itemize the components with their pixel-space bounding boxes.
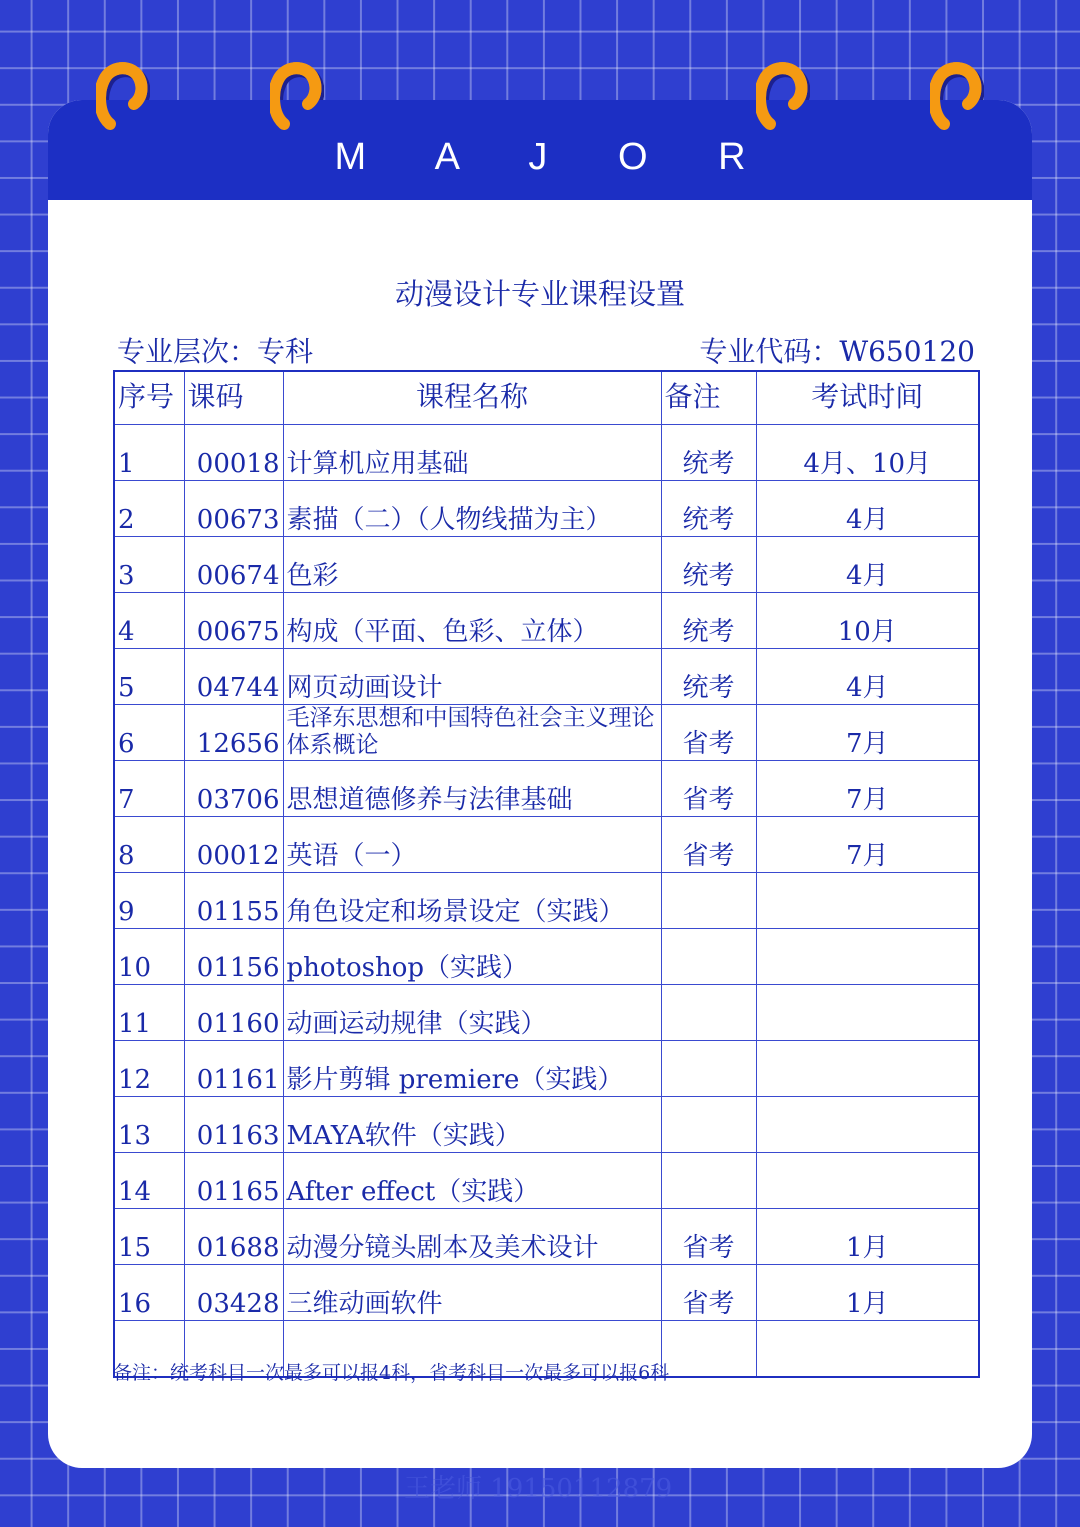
exam-time	[756, 985, 979, 1041]
exam-type	[661, 1153, 756, 1209]
course-name: 影片剪辑 premiere（实践）	[283, 1041, 661, 1097]
exam-time: 7月	[756, 817, 979, 873]
exam-time: 1月	[756, 1265, 979, 1321]
course-code: 01163	[184, 1097, 283, 1153]
course-code: 01155	[184, 873, 283, 929]
table-row	[114, 1153, 979, 1209]
exam-type	[661, 1097, 756, 1153]
exam-type	[661, 929, 756, 985]
exam-type: 统考	[661, 425, 756, 481]
table-row	[114, 1097, 979, 1153]
table-row	[114, 425, 979, 481]
course-name: 色彩	[283, 537, 661, 593]
course-code: 00675	[184, 593, 283, 649]
course-code: 00012	[184, 817, 283, 873]
row-number: 11	[114, 985, 184, 1041]
binder-ring-icon	[930, 58, 984, 136]
header-note: 备注	[661, 371, 756, 425]
exam-type: 省考	[661, 761, 756, 817]
table-row	[114, 649, 979, 705]
exam-type: 省考	[661, 817, 756, 873]
table-row	[114, 537, 979, 593]
binder-ring-icon	[756, 58, 810, 136]
course-name: 动漫分镜头剧本及美术设计	[283, 1209, 661, 1265]
table-row	[114, 481, 979, 537]
exam-time	[756, 1041, 979, 1097]
course-name: 思想道德修养与法律基础	[283, 761, 661, 817]
row-number: 12	[114, 1041, 184, 1097]
course-name: 计算机应用基础	[283, 425, 661, 481]
course-code: 12656	[184, 705, 283, 761]
course-name: photoshop（实践）	[283, 929, 661, 985]
row-number: 13	[114, 1097, 184, 1153]
exam-time	[756, 1153, 979, 1209]
course-code: 03706	[184, 761, 283, 817]
course-name: 网页动画设计	[283, 649, 661, 705]
exam-type: 统考	[661, 537, 756, 593]
row-number: 14	[114, 1153, 184, 1209]
course-name: 角色设定和场景设定（实践）	[283, 873, 661, 929]
row-number: 16	[114, 1265, 184, 1321]
header-title: M A J O R	[334, 135, 776, 178]
exam-type: 统考	[661, 481, 756, 537]
table-row	[114, 1209, 979, 1265]
empty-cell	[661, 1321, 756, 1378]
course-name: 素描（二）（人物线描为主）	[283, 481, 661, 537]
exam-type	[661, 1041, 756, 1097]
major-code: 专业代码：W650120	[699, 335, 975, 368]
exam-time: 4月	[756, 649, 979, 705]
course-code: 03428	[184, 1265, 283, 1321]
binder-ring-icon	[270, 58, 324, 136]
document-title: 动漫设计专业课程设置	[394, 277, 685, 311]
row-number: 2	[114, 481, 184, 537]
exam-type: 统考	[661, 649, 756, 705]
table-row	[114, 873, 979, 929]
exam-type	[661, 873, 756, 929]
header-time: 考试时间	[756, 371, 979, 425]
table-row	[114, 929, 979, 985]
row-number: 10	[114, 929, 184, 985]
course-name: 动画运动规律（实践）	[283, 985, 661, 1041]
exam-type: 统考	[661, 593, 756, 649]
exam-time: 1月	[756, 1209, 979, 1265]
exam-time	[756, 1097, 979, 1153]
exam-type: 省考	[661, 1265, 756, 1321]
course-name: 英语（一）	[283, 817, 661, 873]
table-row	[114, 1041, 979, 1097]
course-code: 01161	[184, 1041, 283, 1097]
watermark: 王老师 19150112879	[404, 1474, 673, 1504]
card-header	[48, 100, 1032, 200]
row-number: 3	[114, 537, 184, 593]
exam-time	[756, 929, 979, 985]
table-row	[114, 761, 979, 817]
table-row	[114, 985, 979, 1041]
header-name: 课程名称	[283, 371, 661, 425]
binder-ring-icon	[96, 58, 150, 136]
exam-time: 4月	[756, 481, 979, 537]
exam-type	[661, 985, 756, 1041]
footnote: 备注：统考科目一次最多可以报4科，省考科目一次最多可以报6科	[113, 1362, 670, 1384]
table-row	[114, 705, 979, 761]
row-number: 1	[114, 425, 184, 481]
table-header-row	[114, 371, 979, 425]
table-row	[114, 1265, 979, 1321]
row-number: 9	[114, 873, 184, 929]
course-name: 构成（平面、色彩、立体）	[283, 593, 661, 649]
course-code: 00674	[184, 537, 283, 593]
row-number: 7	[114, 761, 184, 817]
header-code: 课码	[184, 371, 283, 425]
exam-time: 4月、10月	[756, 425, 979, 481]
exam-time	[756, 873, 979, 929]
course-name: 三维动画软件	[283, 1265, 661, 1321]
course-table	[113, 370, 980, 1378]
empty-cell	[756, 1321, 979, 1378]
exam-time: 7月	[756, 705, 979, 761]
course-code: 01165	[184, 1153, 283, 1209]
exam-time: 7月	[756, 761, 979, 817]
course-name: 毛泽东思想和中国特色社会主义理论体系概论	[283, 705, 661, 761]
exam-time: 10月	[756, 593, 979, 649]
course-code: 00018	[184, 425, 283, 481]
table-row	[114, 593, 979, 649]
course-code: 01688	[184, 1209, 283, 1265]
row-number: 8	[114, 817, 184, 873]
course-code: 04744	[184, 649, 283, 705]
header-no: 序号	[114, 371, 184, 425]
course-code: 00673	[184, 481, 283, 537]
course-code: 01156	[184, 929, 283, 985]
course-name: MAYA软件（实践）	[283, 1097, 661, 1153]
exam-time: 4月	[756, 537, 979, 593]
major-level: 专业层次：专科	[117, 335, 314, 368]
course-code: 01160	[184, 985, 283, 1041]
row-number: 6	[114, 705, 184, 761]
exam-type: 省考	[661, 705, 756, 761]
row-number: 15	[114, 1209, 184, 1265]
row-number: 5	[114, 649, 184, 705]
row-number: 4	[114, 593, 184, 649]
table-row	[114, 817, 979, 873]
course-name: After effect（实践）	[283, 1153, 661, 1209]
exam-type: 省考	[661, 1209, 756, 1265]
